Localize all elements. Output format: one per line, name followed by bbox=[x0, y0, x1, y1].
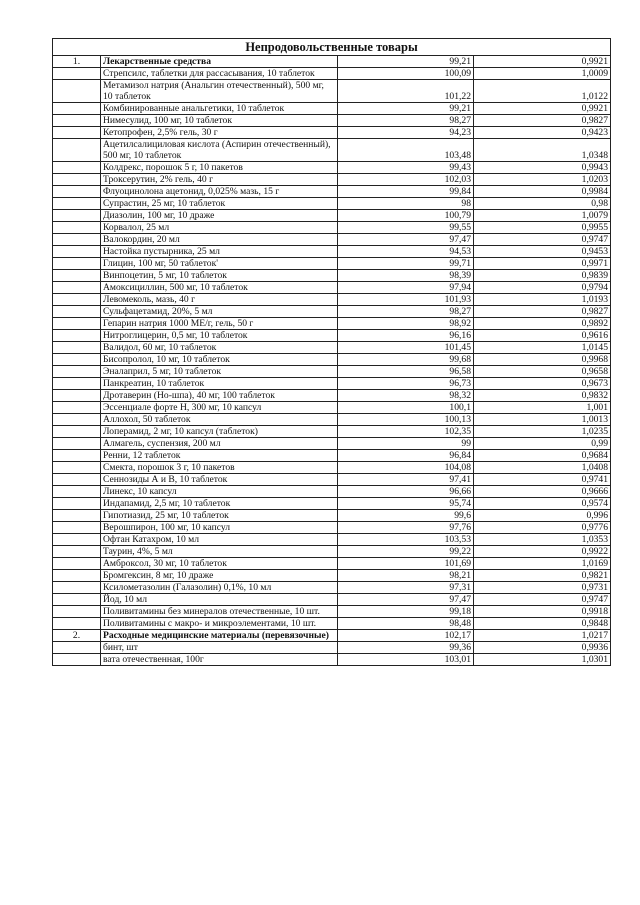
item-name: Гипотиазид, 25 мг, 10 таблеток bbox=[101, 510, 338, 522]
index-percent: 99,36 bbox=[338, 642, 474, 654]
index-coefficient: 1,0145 bbox=[474, 342, 611, 354]
item-name: Глицин, 100 мг, 50 таблеток' bbox=[101, 258, 338, 270]
item-name: Лоперамид, 2 мг, 10 капсул (таблеток) bbox=[101, 426, 338, 438]
item-name: Корвалол, 25 мл bbox=[101, 222, 338, 234]
item-name: Ксилометазолин (Галазолин) 0,1%, 10 мл bbox=[101, 582, 338, 594]
index-percent: 96,66 bbox=[338, 486, 474, 498]
index-percent: 103,01 bbox=[338, 654, 474, 666]
row-number bbox=[53, 246, 101, 258]
table-row bbox=[53, 270, 611, 282]
index-coefficient: 1,0169 bbox=[474, 558, 611, 570]
table-row bbox=[53, 498, 611, 510]
table-title: Непродовольственные товары bbox=[53, 39, 611, 56]
table-row bbox=[53, 115, 611, 127]
index-percent: 94,53 bbox=[338, 246, 474, 258]
index-coefficient: 1,0353 bbox=[474, 534, 611, 546]
index-percent: 97,41 bbox=[338, 474, 474, 486]
table-body bbox=[53, 39, 611, 666]
row-number bbox=[53, 414, 101, 426]
item-name: Офтан Катахром, 10 мл bbox=[101, 534, 338, 546]
item-name: Диазолин, 100 мг, 10 драже bbox=[101, 210, 338, 222]
index-coefficient: 1,0408 bbox=[474, 462, 611, 474]
item-name: Ацетилсалициловая кислота (Аспирин отечественный), 500 мг, 10 таблеток bbox=[101, 139, 338, 162]
item-name: Амоксициллин, 500 мг, 10 таблеток bbox=[101, 282, 338, 294]
table-row bbox=[53, 594, 611, 606]
row-number bbox=[53, 354, 101, 366]
index-coefficient: 0,98 bbox=[474, 198, 611, 210]
index-coefficient: 0,9921 bbox=[474, 103, 611, 115]
index-coefficient: 1,0193 bbox=[474, 294, 611, 306]
item-name: Поливитамины без минералов отечественные, 10 шт. bbox=[101, 606, 338, 618]
index-percent: 101,45 bbox=[338, 342, 474, 354]
index-coefficient: 0,9747 bbox=[474, 594, 611, 606]
index-percent: 99,68 bbox=[338, 354, 474, 366]
row-number bbox=[53, 450, 101, 462]
index-percent: 95,74 bbox=[338, 498, 474, 510]
index-coefficient: 0,9776 bbox=[474, 522, 611, 534]
table-row bbox=[53, 414, 611, 426]
row-number bbox=[53, 174, 101, 186]
item-name: Настойка пустырника, 25 мл bbox=[101, 246, 338, 258]
row-number bbox=[53, 270, 101, 282]
index-percent: 100,09 bbox=[338, 68, 474, 80]
index-percent: 98 bbox=[338, 198, 474, 210]
table-row bbox=[53, 402, 611, 414]
table-row bbox=[53, 258, 611, 270]
table-row bbox=[53, 462, 611, 474]
row-number bbox=[53, 426, 101, 438]
row-number bbox=[53, 198, 101, 210]
index-percent: 99,84 bbox=[338, 186, 474, 198]
table-row bbox=[53, 510, 611, 522]
table-row bbox=[53, 294, 611, 306]
row-number bbox=[53, 642, 101, 654]
index-percent: 99,43 bbox=[338, 162, 474, 174]
item-name: Верошпирон, 100 мг, 10 капсул bbox=[101, 522, 338, 534]
table-row bbox=[53, 534, 611, 546]
item-name: Аллохол, 50 таблеток bbox=[101, 414, 338, 426]
row-number bbox=[53, 139, 101, 162]
index-coefficient: 0,9616 bbox=[474, 330, 611, 342]
row-number bbox=[53, 162, 101, 174]
index-percent: 102,35 bbox=[338, 426, 474, 438]
index-percent: 97,76 bbox=[338, 522, 474, 534]
row-number bbox=[53, 570, 101, 582]
table-row bbox=[53, 127, 611, 139]
table-title-row bbox=[53, 39, 611, 56]
row-number bbox=[53, 510, 101, 522]
table-row bbox=[53, 378, 611, 390]
index-percent: 100,13 bbox=[338, 414, 474, 426]
item-name: Бромгексин, 8 мг, 10 драже bbox=[101, 570, 338, 582]
index-percent: 104,08 bbox=[338, 462, 474, 474]
item-name: Ренни, 12 таблеток bbox=[101, 450, 338, 462]
item-name: Лекарственные средства bbox=[101, 56, 338, 68]
table-row bbox=[53, 222, 611, 234]
index-percent: 97,47 bbox=[338, 594, 474, 606]
row-number bbox=[53, 390, 101, 402]
index-coefficient: 1,0013 bbox=[474, 414, 611, 426]
table-row bbox=[53, 654, 611, 666]
index-percent: 101,93 bbox=[338, 294, 474, 306]
row-number bbox=[53, 474, 101, 486]
item-name: Панкреатин, 10 таблеток bbox=[101, 378, 338, 390]
item-name: бинт, шт bbox=[101, 642, 338, 654]
index-coefficient: 0,9827 bbox=[474, 115, 611, 127]
item-name: Бисопролол, 10 мг, 10 таблеток bbox=[101, 354, 338, 366]
row-number bbox=[53, 486, 101, 498]
item-name: Эналаприл, 5 мг, 10 таблеток bbox=[101, 366, 338, 378]
row-number bbox=[53, 582, 101, 594]
row-number bbox=[53, 606, 101, 618]
table-row bbox=[53, 80, 611, 103]
row-number bbox=[53, 342, 101, 354]
item-name: Левомеколь, мазь, 40 г bbox=[101, 294, 338, 306]
row-number bbox=[53, 546, 101, 558]
table-row bbox=[53, 282, 611, 294]
index-coefficient: 0,9943 bbox=[474, 162, 611, 174]
row-number bbox=[53, 282, 101, 294]
table-row bbox=[53, 522, 611, 534]
section-row bbox=[53, 630, 611, 642]
row-number bbox=[53, 330, 101, 342]
table-row bbox=[53, 306, 611, 318]
row-number bbox=[53, 258, 101, 270]
table-row bbox=[53, 450, 611, 462]
table-row bbox=[53, 366, 611, 378]
index-coefficient: 1,0301 bbox=[474, 654, 611, 666]
index-coefficient: 0,9794 bbox=[474, 282, 611, 294]
index-percent: 97,31 bbox=[338, 582, 474, 594]
index-percent: 99,55 bbox=[338, 222, 474, 234]
table-row bbox=[53, 234, 611, 246]
row-number bbox=[53, 186, 101, 198]
index-percent: 99,21 bbox=[338, 103, 474, 115]
index-percent: 96,73 bbox=[338, 378, 474, 390]
table-row bbox=[53, 103, 611, 115]
item-name: Йод, 10 мл bbox=[101, 594, 338, 606]
index-coefficient: 0,9741 bbox=[474, 474, 611, 486]
index-coefficient: 0,9832 bbox=[474, 390, 611, 402]
index-coefficient: 0,9423 bbox=[474, 127, 611, 139]
row-number bbox=[53, 378, 101, 390]
table-row bbox=[53, 474, 611, 486]
index-coefficient: 1,0122 bbox=[474, 80, 611, 103]
item-name: Индапамид, 2,5 мг, 10 таблеток bbox=[101, 498, 338, 510]
index-coefficient: 0,9658 bbox=[474, 366, 611, 378]
item-name: Валокордин, 20 мл bbox=[101, 234, 338, 246]
table-row bbox=[53, 162, 611, 174]
index-percent: 97,94 bbox=[338, 282, 474, 294]
index-percent: 99 bbox=[338, 438, 474, 450]
table-row bbox=[53, 642, 611, 654]
row-number bbox=[53, 318, 101, 330]
index-percent: 99,6 bbox=[338, 510, 474, 522]
item-name: Сеннозиды А и В, 10 таблеток bbox=[101, 474, 338, 486]
row-number bbox=[53, 558, 101, 570]
table-row bbox=[53, 342, 611, 354]
index-percent: 98,21 bbox=[338, 570, 474, 582]
item-name: Флуоцинолона ацетонид, 0,025% мазь, 15 г bbox=[101, 186, 338, 198]
table-row bbox=[53, 426, 611, 438]
table-row bbox=[53, 390, 611, 402]
index-percent: 96,58 bbox=[338, 366, 474, 378]
index-coefficient: 0,9918 bbox=[474, 606, 611, 618]
item-name: Сульфацетамид, 20%, 5 мл bbox=[101, 306, 338, 318]
index-percent: 101,22 bbox=[338, 80, 474, 103]
index-percent: 98,39 bbox=[338, 270, 474, 282]
index-coefficient: 0,9827 bbox=[474, 306, 611, 318]
item-name: Комбинированные анальгетики, 10 таблеток bbox=[101, 103, 338, 115]
index-percent: 99,21 bbox=[338, 56, 474, 68]
item-name: Амброксол, 30 мг, 10 таблеток bbox=[101, 558, 338, 570]
table-row bbox=[53, 186, 611, 198]
item-name: Алмагель, суспензия, 200 мл bbox=[101, 438, 338, 450]
price-index-sheet bbox=[52, 38, 610, 666]
index-percent: 100,1 bbox=[338, 402, 474, 414]
index-coefficient: 0,9747 bbox=[474, 234, 611, 246]
table-row bbox=[53, 558, 611, 570]
index-percent: 98,92 bbox=[338, 318, 474, 330]
item-name: Винпоцетин, 5 мг, 10 таблеток bbox=[101, 270, 338, 282]
index-coefficient: 0,9839 bbox=[474, 270, 611, 282]
index-coefficient: 1,0009 bbox=[474, 68, 611, 80]
table-row bbox=[53, 330, 611, 342]
index-percent: 99,18 bbox=[338, 606, 474, 618]
index-coefficient: 0,9821 bbox=[474, 570, 611, 582]
row-number bbox=[53, 80, 101, 103]
row-number: 2. bbox=[53, 630, 101, 642]
table-row bbox=[53, 486, 611, 498]
item-name: Нимесулид, 100 мг, 10 таблеток bbox=[101, 115, 338, 127]
item-name: вата отечественная, 100г bbox=[101, 654, 338, 666]
index-coefficient: 1,0203 bbox=[474, 174, 611, 186]
item-name: Расходные медицинские материалы (перевязочные) bbox=[101, 630, 338, 642]
table-row bbox=[53, 210, 611, 222]
row-number bbox=[53, 103, 101, 115]
table-row bbox=[53, 318, 611, 330]
item-name: Дротаверин (Но-шпа), 40 мг, 100 таблеток bbox=[101, 390, 338, 402]
item-name: Поливитамины с макро- и микроэлементами, 10 шт. bbox=[101, 618, 338, 630]
index-coefficient: 0,9984 bbox=[474, 186, 611, 198]
table-row bbox=[53, 546, 611, 558]
item-name: Валидол, 60 мг, 10 таблеток bbox=[101, 342, 338, 354]
index-percent: 98,27 bbox=[338, 115, 474, 127]
table-row bbox=[53, 570, 611, 582]
section-row bbox=[53, 56, 611, 68]
index-coefficient: 0,9848 bbox=[474, 618, 611, 630]
index-percent: 96,16 bbox=[338, 330, 474, 342]
price-index-table bbox=[52, 38, 611, 666]
index-coefficient: 0,9673 bbox=[474, 378, 611, 390]
index-coefficient: 0,9731 bbox=[474, 582, 611, 594]
index-percent: 99,71 bbox=[338, 258, 474, 270]
index-percent: 94,23 bbox=[338, 127, 474, 139]
item-name: Кетопрофен, 2,5% гель, 30 г bbox=[101, 127, 338, 139]
table-row bbox=[53, 246, 611, 258]
table-row bbox=[53, 174, 611, 186]
row-number bbox=[53, 438, 101, 450]
table-row bbox=[53, 139, 611, 162]
row-number: 1. bbox=[53, 56, 101, 68]
index-coefficient: 1,0348 bbox=[474, 139, 611, 162]
table-row bbox=[53, 68, 611, 80]
index-percent: 98,32 bbox=[338, 390, 474, 402]
index-coefficient: 1,001 bbox=[474, 402, 611, 414]
index-percent: 102,17 bbox=[338, 630, 474, 642]
row-number bbox=[53, 234, 101, 246]
index-percent: 98,27 bbox=[338, 306, 474, 318]
table-row bbox=[53, 618, 611, 630]
row-number bbox=[53, 306, 101, 318]
row-number bbox=[53, 534, 101, 546]
index-percent: 97,47 bbox=[338, 234, 474, 246]
index-coefficient: 0,996 bbox=[474, 510, 611, 522]
index-percent: 99,22 bbox=[338, 546, 474, 558]
item-name: Супрастин, 25 мг, 10 таблеток bbox=[101, 198, 338, 210]
table-row bbox=[53, 438, 611, 450]
row-number bbox=[53, 522, 101, 534]
row-number bbox=[53, 127, 101, 139]
index-coefficient: 0,99 bbox=[474, 438, 611, 450]
index-coefficient: 0,9955 bbox=[474, 222, 611, 234]
index-coefficient: 0,9922 bbox=[474, 546, 611, 558]
index-coefficient: 0,9574 bbox=[474, 498, 611, 510]
item-name: Смекта, порошок 3 г, 10 пакетов bbox=[101, 462, 338, 474]
index-coefficient: 0,9921 bbox=[474, 56, 611, 68]
index-coefficient: 0,9936 bbox=[474, 642, 611, 654]
row-number bbox=[53, 594, 101, 606]
index-coefficient: 0,9971 bbox=[474, 258, 611, 270]
index-percent: 103,53 bbox=[338, 534, 474, 546]
row-number bbox=[53, 210, 101, 222]
row-number bbox=[53, 402, 101, 414]
row-number bbox=[53, 115, 101, 127]
row-number bbox=[53, 654, 101, 666]
index-percent: 96,84 bbox=[338, 450, 474, 462]
item-name: Нитроглицерин, 0,5 мг, 10 таблеток bbox=[101, 330, 338, 342]
item-name: Метамизол натрия (Анальгин отечественный), 500 мг, 10 таблеток bbox=[101, 80, 338, 103]
index-coefficient: 1,0079 bbox=[474, 210, 611, 222]
row-number bbox=[53, 462, 101, 474]
item-name: Таурин, 4%, 5 мл bbox=[101, 546, 338, 558]
index-percent: 100,79 bbox=[338, 210, 474, 222]
table-row bbox=[53, 354, 611, 366]
index-coefficient: 0,9968 bbox=[474, 354, 611, 366]
index-percent: 98,48 bbox=[338, 618, 474, 630]
item-name: Колдрекс, порошок 5 г, 10 пакетов bbox=[101, 162, 338, 174]
index-coefficient: 0,9453 bbox=[474, 246, 611, 258]
row-number bbox=[53, 68, 101, 80]
index-coefficient: 0,9666 bbox=[474, 486, 611, 498]
item-name: Линекс, 10 капсул bbox=[101, 486, 338, 498]
table-row bbox=[53, 582, 611, 594]
row-number bbox=[53, 498, 101, 510]
item-name: Гепарин натрия 1000 МЕ/г, гель, 50 г bbox=[101, 318, 338, 330]
row-number bbox=[53, 618, 101, 630]
table-row bbox=[53, 198, 611, 210]
index-percent: 101,69 bbox=[338, 558, 474, 570]
index-coefficient: 1,0235 bbox=[474, 426, 611, 438]
item-name: Стрепсилс, таблетки для рассасывания, 10 таблеток bbox=[101, 68, 338, 80]
row-number bbox=[53, 222, 101, 234]
index-percent: 103,48 bbox=[338, 139, 474, 162]
row-number bbox=[53, 294, 101, 306]
index-coefficient: 0,9892 bbox=[474, 318, 611, 330]
row-number bbox=[53, 366, 101, 378]
item-name: Эссенциале форте Н, 300 мг, 10 капсул bbox=[101, 402, 338, 414]
index-percent: 102,03 bbox=[338, 174, 474, 186]
index-coefficient: 1,0217 bbox=[474, 630, 611, 642]
table-row bbox=[53, 606, 611, 618]
index-coefficient: 0,9684 bbox=[474, 450, 611, 462]
item-name: Троксерутин, 2% гель, 40 г bbox=[101, 174, 338, 186]
